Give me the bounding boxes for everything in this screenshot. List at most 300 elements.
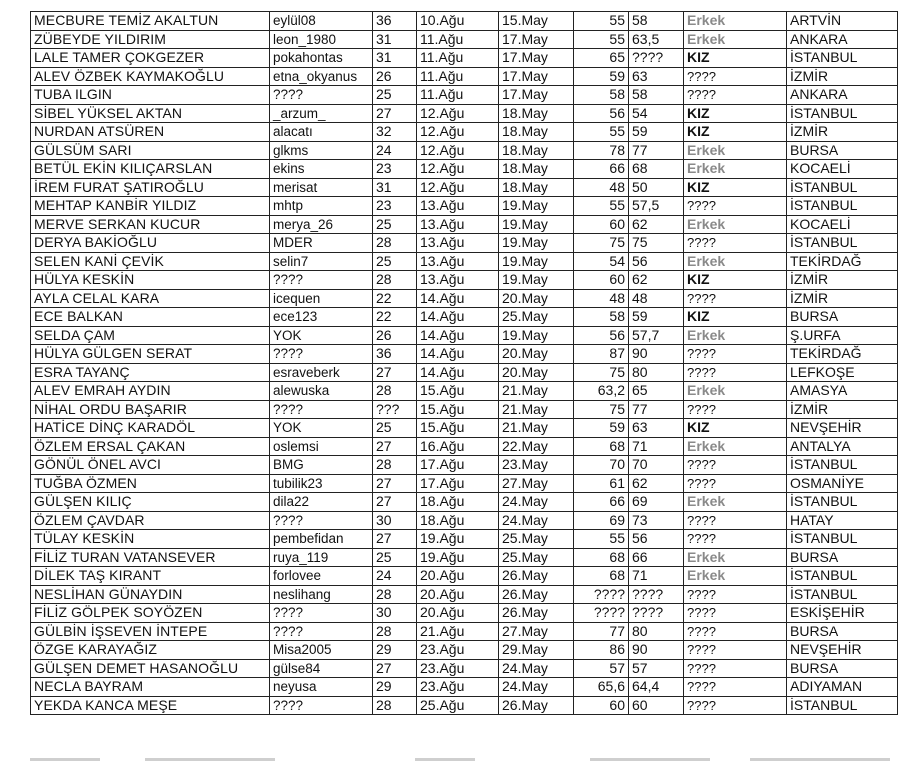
cell-start-date: 12.Ağu [417, 160, 499, 179]
cell-username: ekins [270, 160, 373, 179]
cell-gender: ???? [684, 363, 787, 382]
cell-age: 36 [373, 12, 417, 31]
cell-end-weight: 90 [629, 345, 684, 364]
cell-start-date: 15.Ağu [417, 400, 499, 419]
cell-start-date: 16.Ağu [417, 437, 499, 456]
table-row [31, 178, 898, 197]
cell-city: BURSA [787, 622, 898, 641]
cell-city: BURSA [787, 548, 898, 567]
table-row [31, 252, 898, 271]
cell-city: İSTANBUL [787, 104, 898, 123]
cell-gender: ???? [684, 197, 787, 216]
cell-start-weight: 75 [574, 234, 629, 253]
cell-username: YOK [270, 326, 373, 345]
cell-gender: KIZ [684, 308, 787, 327]
cell-name: SELEN KANİ ÇEVİK [31, 252, 270, 271]
cell-city: ADIYAMAN [787, 678, 898, 697]
cell-username: ???? [270, 604, 373, 623]
cell-start-weight: 56 [574, 326, 629, 345]
cell-username: alacatı [270, 123, 373, 142]
cell-start-weight: 59 [574, 419, 629, 438]
cell-start-weight: 56 [574, 104, 629, 123]
cell-username: etna_okyanus [270, 67, 373, 86]
table-row [31, 622, 898, 641]
cell-start-date: 14.Ağu [417, 289, 499, 308]
cell-end-date: 19.May [499, 271, 574, 290]
cell-name: MECBURE TEMİZ AKALTUN [31, 12, 270, 31]
cell-gender: Erkek [684, 252, 787, 271]
cell-start-weight: 61 [574, 474, 629, 493]
cell-gender: Erkek [684, 326, 787, 345]
table-row [31, 678, 898, 697]
table-row [31, 419, 898, 438]
cell-name: GÜLSÜM SARI [31, 141, 270, 160]
cell-end-date: 17.May [499, 86, 574, 105]
cell-end-weight: 80 [629, 622, 684, 641]
cell-end-weight: 73 [629, 511, 684, 530]
cell-city: İZMİR [787, 289, 898, 308]
cell-end-date: 19.May [499, 326, 574, 345]
cell-start-weight: 60 [574, 271, 629, 290]
cell-city: TEKİRDAĞ [787, 252, 898, 271]
cell-age: 28 [373, 696, 417, 715]
cell-end-date: 21.May [499, 382, 574, 401]
cell-gender: Erkek [684, 567, 787, 586]
cell-age: 23 [373, 160, 417, 179]
cell-end-date: 15.May [499, 12, 574, 31]
cell-start-date: 12.Ağu [417, 178, 499, 197]
cell-name: HÜLYA KESKİN [31, 271, 270, 290]
cell-end-weight: 65 [629, 382, 684, 401]
table-row [31, 696, 898, 715]
cell-gender: KIZ [684, 178, 787, 197]
cell-start-weight: 60 [574, 215, 629, 234]
cell-gender: KIZ [684, 271, 787, 290]
cell-start-date: 11.Ağu [417, 49, 499, 68]
cell-age: 25 [373, 86, 417, 105]
cell-start-weight: 65,6 [574, 678, 629, 697]
cell-name: NİHAL ORDU BAŞARIR [31, 400, 270, 419]
cell-username: mhtp [270, 197, 373, 216]
cell-age: 25 [373, 252, 417, 271]
cell-username: ???? [270, 622, 373, 641]
table-row [31, 530, 898, 549]
table-row [31, 86, 898, 105]
cell-gender: Erkek [684, 30, 787, 49]
cell-end-weight: 63 [629, 419, 684, 438]
cell-city: OSMANİYE [787, 474, 898, 493]
cell-start-date: 20.Ağu [417, 567, 499, 586]
cell-start-weight: 55 [574, 123, 629, 142]
cell-username: neyusa [270, 678, 373, 697]
cell-end-date: 24.May [499, 659, 574, 678]
cell-city: İSTANBUL [787, 567, 898, 586]
scan-bottom-edge [30, 758, 890, 762]
cell-age: 23 [373, 197, 417, 216]
cell-end-weight: 68 [629, 160, 684, 179]
cell-end-weight: 70 [629, 456, 684, 475]
cell-end-date: 19.May [499, 197, 574, 216]
cell-username: merya_26 [270, 215, 373, 234]
cell-city: Ş.URFA [787, 326, 898, 345]
cell-end-date: 26.May [499, 604, 574, 623]
cell-city: İSTANBUL [787, 696, 898, 715]
cell-name: NURDAN ATSÜREN [31, 123, 270, 142]
cell-start-date: 19.Ağu [417, 530, 499, 549]
cell-start-date: 12.Ağu [417, 141, 499, 160]
cell-city: İSTANBUL [787, 530, 898, 549]
cell-end-weight: 69 [629, 493, 684, 512]
cell-username: ???? [270, 511, 373, 530]
cell-username: icequen [270, 289, 373, 308]
cell-city: İSTANBUL [787, 585, 898, 604]
table-row [31, 141, 898, 160]
cell-end-date: 24.May [499, 493, 574, 512]
cell-end-weight: ???? [629, 604, 684, 623]
cell-start-date: 17.Ağu [417, 456, 499, 475]
cell-start-date: 14.Ağu [417, 345, 499, 364]
table-row [31, 308, 898, 327]
cell-username: neslihang [270, 585, 373, 604]
cell-end-date: 19.May [499, 252, 574, 271]
cell-end-weight: 75 [629, 234, 684, 253]
table-body [31, 12, 898, 715]
cell-start-date: 14.Ağu [417, 363, 499, 382]
cell-username: forlovee [270, 567, 373, 586]
cell-start-weight: 70 [574, 456, 629, 475]
cell-start-weight: 60 [574, 696, 629, 715]
table-row [31, 567, 898, 586]
cell-username: pembefidan [270, 530, 373, 549]
cell-gender: ???? [684, 696, 787, 715]
cell-start-date: 15.Ağu [417, 419, 499, 438]
cell-age: 27 [373, 363, 417, 382]
cell-end-date: 27.May [499, 622, 574, 641]
cell-name: GÜLŞEN KILIÇ [31, 493, 270, 512]
cell-start-weight: 48 [574, 289, 629, 308]
cell-start-date: 17.Ağu [417, 474, 499, 493]
cell-name: NECLA BAYRAM [31, 678, 270, 697]
table-row [31, 345, 898, 364]
cell-city: HATAY [787, 511, 898, 530]
cell-name: AYLA CELAL KARA [31, 289, 270, 308]
cell-start-date: 11.Ağu [417, 30, 499, 49]
table-row [31, 400, 898, 419]
cell-end-weight: 71 [629, 567, 684, 586]
cell-city: İZMİR [787, 67, 898, 86]
cell-name: YEKDA KANCA MEŞE [31, 696, 270, 715]
cell-start-weight: 63,2 [574, 382, 629, 401]
table-row [31, 548, 898, 567]
cell-city: KOCAELİ [787, 160, 898, 179]
cell-city: İSTANBUL [787, 197, 898, 216]
cell-gender: ???? [684, 86, 787, 105]
cell-start-weight: 78 [574, 141, 629, 160]
cell-age: 28 [373, 382, 417, 401]
cell-start-date: 13.Ağu [417, 215, 499, 234]
cell-name: TUĞBA ÖZMEN [31, 474, 270, 493]
cell-start-weight: 68 [574, 437, 629, 456]
cell-gender: Erkek [684, 493, 787, 512]
cell-end-weight: 64,4 [629, 678, 684, 697]
cell-username: Misa2005 [270, 641, 373, 660]
cell-name: GÖNÜL ÖNEL AVCI [31, 456, 270, 475]
cell-end-weight: 54 [629, 104, 684, 123]
table-row [31, 104, 898, 123]
cell-end-weight: 58 [629, 86, 684, 105]
cell-city: İSTANBUL [787, 178, 898, 197]
cell-start-date: 20.Ağu [417, 604, 499, 623]
cell-name: MEHTAP KANBİR YILDIZ [31, 197, 270, 216]
cell-start-date: 14.Ağu [417, 308, 499, 327]
cell-start-weight: ???? [574, 604, 629, 623]
cell-city: TEKİRDAĞ [787, 345, 898, 364]
cell-gender: ???? [684, 585, 787, 604]
cell-end-weight: 63,5 [629, 30, 684, 49]
cell-gender: ???? [684, 234, 787, 253]
cell-start-weight: 69 [574, 511, 629, 530]
cell-start-date: 12.Ağu [417, 123, 499, 142]
cell-name: ALEV EMRAH AYDIN [31, 382, 270, 401]
cell-city: ANTALYA [787, 437, 898, 456]
cell-end-date: 18.May [499, 141, 574, 160]
cell-end-date: 17.May [499, 67, 574, 86]
cell-username: ???? [270, 271, 373, 290]
cell-end-date: 26.May [499, 585, 574, 604]
cell-name: FİLİZ TURAN VATANSEVER [31, 548, 270, 567]
cell-username: selin7 [270, 252, 373, 271]
cell-age: 30 [373, 604, 417, 623]
cell-start-date: 11.Ağu [417, 67, 499, 86]
cell-username: pokahontas [270, 49, 373, 68]
cell-age: 22 [373, 289, 417, 308]
cell-end-date: 18.May [499, 123, 574, 142]
cell-start-weight: 66 [574, 160, 629, 179]
cell-end-date: 19.May [499, 234, 574, 253]
cell-name: TUBA ILGIN [31, 86, 270, 105]
cell-age: 29 [373, 678, 417, 697]
cell-name: GÜLŞEN DEMET HASANOĞLU [31, 659, 270, 678]
cell-username: ???? [270, 345, 373, 364]
cell-start-weight: 68 [574, 548, 629, 567]
cell-username: _arzum_ [270, 104, 373, 123]
cell-city: ANKARA [787, 86, 898, 105]
cell-gender: ???? [684, 400, 787, 419]
table-row [31, 363, 898, 382]
cell-start-date: 19.Ağu [417, 548, 499, 567]
cell-name: HÜLYA GÜLGEN SERAT [31, 345, 270, 364]
cell-end-date: 29.May [499, 641, 574, 660]
cell-start-weight: 58 [574, 86, 629, 105]
cell-end-weight: 80 [629, 363, 684, 382]
cell-start-date: 14.Ağu [417, 326, 499, 345]
cell-start-date: 11.Ağu [417, 86, 499, 105]
cell-age: 28 [373, 234, 417, 253]
cell-name: İREM FURAT ŞATIROĞLU [31, 178, 270, 197]
table-row [31, 289, 898, 308]
table-row [31, 641, 898, 660]
cell-start-date: 20.Ağu [417, 585, 499, 604]
cell-end-weight: 71 [629, 437, 684, 456]
cell-gender: ???? [684, 659, 787, 678]
cell-gender: ???? [684, 289, 787, 308]
cell-city: ESKİŞEHİR [787, 604, 898, 623]
table-row [31, 12, 898, 31]
cell-start-weight: 86 [574, 641, 629, 660]
cell-city: BURSA [787, 308, 898, 327]
table-row [31, 49, 898, 68]
cell-username: ece123 [270, 308, 373, 327]
cell-end-weight: 90 [629, 641, 684, 660]
cell-start-weight: 75 [574, 363, 629, 382]
cell-username: oslemsi [270, 437, 373, 456]
cell-end-date: 27.May [499, 474, 574, 493]
cell-end-weight: 59 [629, 123, 684, 142]
cell-start-date: 13.Ağu [417, 252, 499, 271]
cell-age: 25 [373, 215, 417, 234]
cell-start-weight: 66 [574, 493, 629, 512]
cell-name: DERYA BAKİOĞLU [31, 234, 270, 253]
cell-name: MERVE SERKAN KUCUR [31, 215, 270, 234]
cell-end-date: 23.May [499, 456, 574, 475]
cell-name: TÜLAY KESKİN [31, 530, 270, 549]
cell-end-weight: 60 [629, 696, 684, 715]
cell-start-date: 23.Ağu [417, 641, 499, 660]
table-row [31, 493, 898, 512]
cell-end-weight: 58 [629, 12, 684, 31]
cell-start-weight: 77 [574, 622, 629, 641]
cell-age: 28 [373, 585, 417, 604]
cell-city: AMASYA [787, 382, 898, 401]
cell-end-date: 24.May [499, 678, 574, 697]
cell-gender: ???? [684, 511, 787, 530]
cell-age: 24 [373, 141, 417, 160]
cell-end-weight: 56 [629, 252, 684, 271]
table-row [31, 604, 898, 623]
cell-gender: ???? [684, 67, 787, 86]
cell-gender: ???? [684, 474, 787, 493]
cell-city: ARTVİN [787, 12, 898, 31]
cell-start-date: 13.Ağu [417, 197, 499, 216]
cell-end-date: 18.May [499, 178, 574, 197]
cell-username: eylül08 [270, 12, 373, 31]
cell-city: İSTANBUL [787, 234, 898, 253]
cell-name: GÜLBİN İŞSEVEN İNTEPE [31, 622, 270, 641]
table-row [31, 659, 898, 678]
cell-gender: KIZ [684, 419, 787, 438]
table-row [31, 123, 898, 142]
cell-age: 31 [373, 30, 417, 49]
cell-start-date: 25.Ağu [417, 696, 499, 715]
cell-end-weight: 63 [629, 67, 684, 86]
cell-end-weight: 57,5 [629, 197, 684, 216]
cell-start-date: 18.Ağu [417, 493, 499, 512]
cell-end-date: 25.May [499, 308, 574, 327]
cell-end-weight: 62 [629, 215, 684, 234]
cell-city: İZMİR [787, 271, 898, 290]
cell-username: esraveberk [270, 363, 373, 382]
cell-name: ALEV ÖZBEK KAYMAKOĞLU [31, 67, 270, 86]
table-row [31, 30, 898, 49]
cell-end-date: 21.May [499, 419, 574, 438]
cell-city: İZMİR [787, 123, 898, 142]
cell-start-weight: 75 [574, 400, 629, 419]
cell-start-date: 23.Ağu [417, 659, 499, 678]
cell-age: 31 [373, 178, 417, 197]
cell-name: ÖZLEM ERSAL ÇAKAN [31, 437, 270, 456]
cell-end-weight: 77 [629, 400, 684, 419]
cell-age: 26 [373, 326, 417, 345]
cell-username: gülse84 [270, 659, 373, 678]
cell-username: ruya_119 [270, 548, 373, 567]
table-row [31, 215, 898, 234]
cell-age: 27 [373, 474, 417, 493]
cell-start-date: 21.Ağu [417, 622, 499, 641]
cell-age: 24 [373, 567, 417, 586]
cell-age: 26 [373, 67, 417, 86]
cell-age: 28 [373, 456, 417, 475]
cell-start-weight: 59 [574, 67, 629, 86]
cell-name: ECE BALKAN [31, 308, 270, 327]
table-row [31, 326, 898, 345]
cell-name: NESLİHAN GÜNAYDIN [31, 585, 270, 604]
cell-gender: Erkek [684, 215, 787, 234]
table-row [31, 511, 898, 530]
cell-start-date: 18.Ağu [417, 511, 499, 530]
cell-age: 36 [373, 345, 417, 364]
cell-end-date: 17.May [499, 49, 574, 68]
cell-gender: ???? [684, 678, 787, 697]
table-row [31, 456, 898, 475]
cell-end-weight: ???? [629, 49, 684, 68]
cell-name: ZÜBEYDE YILDIRIM [31, 30, 270, 49]
cell-end-date: 18.May [499, 104, 574, 123]
cell-end-date: 20.May [499, 363, 574, 382]
table-row [31, 437, 898, 456]
table-row [31, 474, 898, 493]
table-row [31, 160, 898, 179]
cell-start-weight: 55 [574, 197, 629, 216]
cell-start-date: 10.Ağu [417, 12, 499, 31]
cell-gender: ???? [684, 604, 787, 623]
table-row [31, 197, 898, 216]
cell-age: 27 [373, 437, 417, 456]
cell-city: KOCAELİ [787, 215, 898, 234]
cell-gender: Erkek [684, 12, 787, 31]
cell-end-date: 24.May [499, 511, 574, 530]
table-row [31, 382, 898, 401]
cell-city: NEVŞEHİR [787, 641, 898, 660]
table-row [31, 234, 898, 253]
cell-name: ÖZLEM ÇAVDAR [31, 511, 270, 530]
table-row [31, 585, 898, 604]
cell-end-date: 22.May [499, 437, 574, 456]
cell-name: SELDA ÇAM [31, 326, 270, 345]
cell-age: 27 [373, 530, 417, 549]
cell-age: 28 [373, 271, 417, 290]
cell-gender: KIZ [684, 49, 787, 68]
cell-age: 32 [373, 123, 417, 142]
cell-city: ANKARA [787, 30, 898, 49]
cell-end-date: 25.May [499, 530, 574, 549]
cell-end-weight: 56 [629, 530, 684, 549]
cell-age: 31 [373, 49, 417, 68]
cell-name: BETÜL EKİN KILIÇARSLAN [31, 160, 270, 179]
cell-city: İZMİR [787, 400, 898, 419]
cell-end-weight: 57,7 [629, 326, 684, 345]
cell-username: ???? [270, 400, 373, 419]
cell-age: ??? [373, 400, 417, 419]
